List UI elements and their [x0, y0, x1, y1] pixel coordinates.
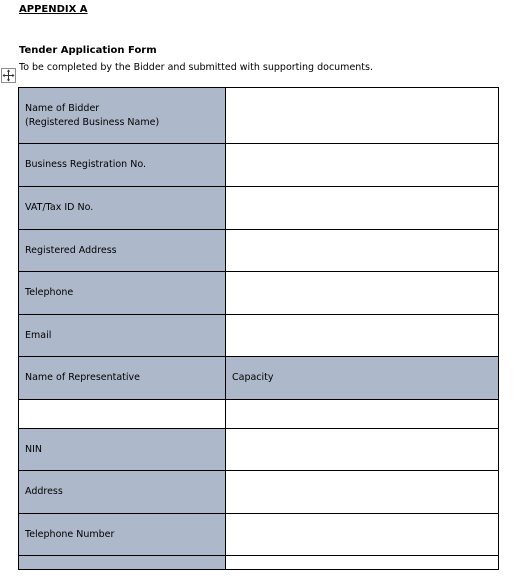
- table-row-email: [19, 315, 499, 357]
- label-name-of-bidder: [19, 88, 226, 144]
- label-name-of-representative: Name of Representative: [19, 357, 226, 400]
- table-row-business-registration: [19, 144, 499, 187]
- field-address[interactable]: [226, 471, 499, 514]
- table-row-name-of-bidder: [19, 88, 499, 144]
- field-registered-address[interactable]: [226, 230, 499, 272]
- label-telephone: Telephone: [19, 272, 226, 315]
- label-business-registration: Business Registration No.: [19, 144, 226, 187]
- field-nin[interactable]: [226, 429, 499, 471]
- form-instructions: To be completed by the Bidder and submitted with supporting documents.: [19, 62, 374, 73]
- field-telephone-number[interactable]: [226, 514, 499, 556]
- label-nin: NIN: [19, 429, 226, 471]
- field-email[interactable]: [226, 315, 499, 357]
- field-business-registration[interactable]: [226, 144, 499, 187]
- tender-application-table: [18, 87, 499, 570]
- label-name-of-bidder-line1: Name of Bidder: [25, 102, 100, 114]
- label-address: Address: [19, 471, 226, 514]
- table-row-telephone-number: [19, 514, 499, 556]
- label-vat-tax-id: VAT/Tax ID No.: [19, 187, 226, 230]
- table-row-representative-header: [19, 357, 499, 400]
- form-title: Tender Application Form: [19, 45, 157, 56]
- field-name-of-representative[interactable]: [19, 400, 226, 429]
- table-row-registered-address: [19, 230, 499, 272]
- table-row-partial: [19, 556, 499, 570]
- label-telephone-number: Telephone Number: [19, 514, 226, 556]
- field-vat-tax-id[interactable]: [226, 187, 499, 230]
- label-name-of-bidder-line2: (Registered Business Name): [25, 116, 160, 128]
- table-row-address: [19, 471, 499, 514]
- field-capacity[interactable]: [226, 400, 499, 429]
- field-partial-row[interactable]: [226, 556, 499, 570]
- label-registered-address: Registered Address: [19, 230, 226, 272]
- label-partial-row: [19, 556, 226, 570]
- table-row-telephone: [19, 272, 499, 315]
- label-email: Email: [19, 315, 226, 357]
- table-row-nin: [19, 429, 499, 471]
- label-capacity: Capacity: [226, 357, 499, 400]
- field-telephone[interactable]: [226, 272, 499, 315]
- appendix-heading: APPENDIX A: [19, 4, 88, 15]
- field-name-of-bidder[interactable]: [226, 88, 499, 144]
- table-row-vat-tax-id: [19, 187, 499, 230]
- move-arrows-icon[interactable]: [1, 68, 16, 83]
- table-row-representative-entry: [19, 400, 499, 429]
